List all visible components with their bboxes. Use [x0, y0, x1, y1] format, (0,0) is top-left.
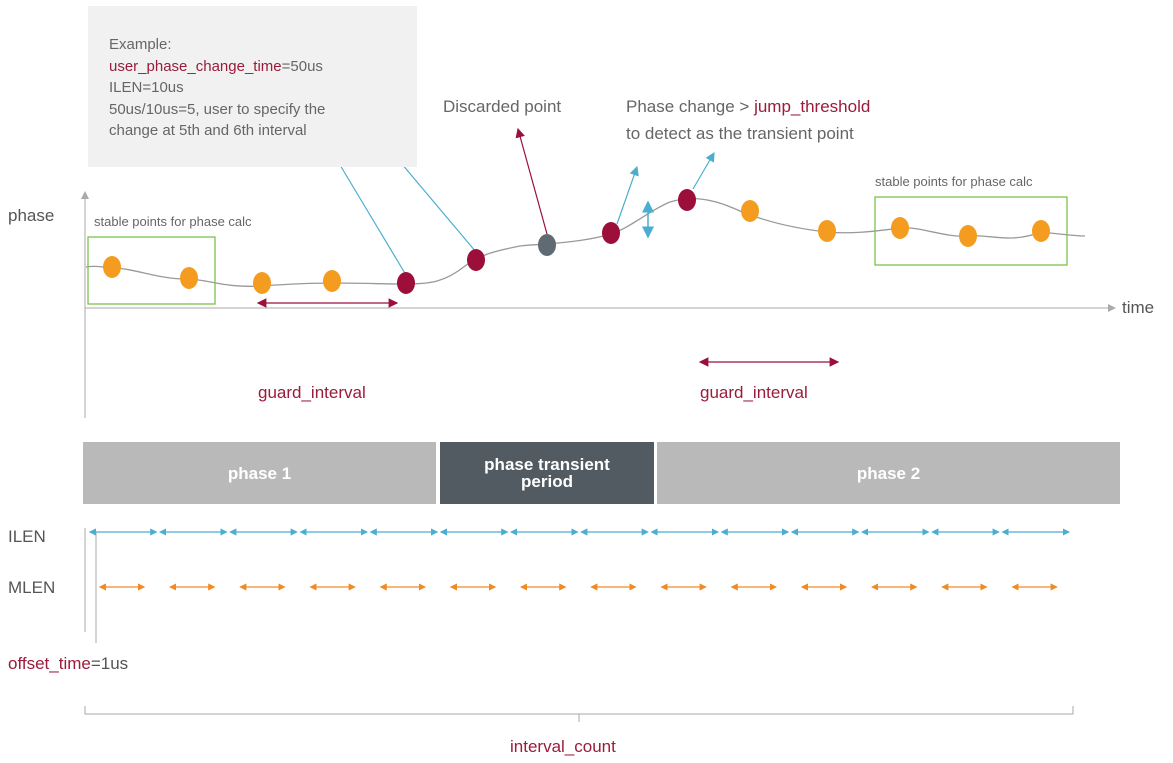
leader-line-5th	[334, 155, 406, 275]
interval-count-bracket	[85, 706, 1073, 722]
y-axis-label: phase	[8, 206, 55, 225]
offset-time-label: offset_time=1us	[8, 654, 129, 673]
jump-threshold-key: jump_threshold	[754, 97, 871, 116]
stable-points-label-right: stable points for phase calc	[875, 174, 1033, 189]
example-heading: Example:	[109, 36, 172, 53]
leader-line-discarded	[518, 129, 547, 234]
stable-points-label-left: stable points for phase calc	[94, 214, 252, 229]
offset-time-key: offset_time	[8, 654, 91, 673]
phase-point	[103, 256, 121, 278]
phase-change-label: Phase change > jump_threshold	[626, 97, 871, 116]
phase-point	[891, 217, 909, 239]
phase-transient-bar: phase transient period	[440, 442, 654, 504]
example-note	[88, 6, 417, 167]
phase-point	[741, 200, 759, 222]
example-line-2: ILEN=10us	[109, 79, 184, 96]
ilen-label: ILEN	[8, 527, 46, 546]
phase-1-bar: phase 1	[83, 442, 436, 504]
guard-interval-label-right: guard_interval	[700, 383, 808, 402]
example-line-4: change at 5th and 6th interval	[109, 122, 307, 139]
discarded-point-label: Discarded point	[443, 97, 562, 116]
points-group	[103, 189, 1050, 294]
phase-point	[678, 189, 696, 211]
phase-point	[818, 220, 836, 242]
phase-point	[397, 272, 415, 294]
x-axis-label: time	[1122, 298, 1155, 317]
leader-line-6th	[396, 157, 476, 252]
guard-interval-label-left: guard_interval	[258, 383, 366, 402]
user-phase-change-time-key: user_phase_change_time	[109, 57, 282, 75]
phase-point	[467, 249, 485, 271]
leader-line-jump-1	[617, 167, 637, 224]
phase-change-label-line2: to detect as the transient point	[626, 124, 854, 143]
leader-line-jump-2	[693, 153, 714, 189]
phase-point	[323, 270, 341, 292]
phase-curve	[86, 199, 1085, 287]
phase-point	[180, 267, 198, 289]
mlen-label: MLEN	[8, 578, 56, 597]
phase-point	[1032, 220, 1050, 242]
phase-point	[602, 222, 620, 244]
example-line-3: 50us/10us=5, user to specify the	[109, 100, 326, 118]
phase-point	[253, 272, 271, 294]
phase-2-bar: phase 2	[657, 442, 1120, 504]
phase-point	[538, 234, 556, 256]
interval-count-label: interval_count	[510, 737, 616, 756]
phase-point	[959, 225, 977, 247]
example-line-1: user_phase_change_time=50us	[109, 57, 323, 75]
